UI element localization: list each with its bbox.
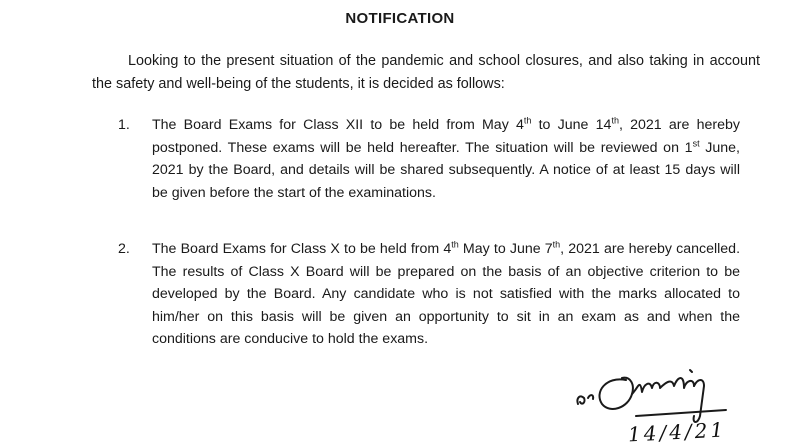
signature-date: 14/4/21 bbox=[627, 417, 727, 447]
item-text-part: June, 2021 by the Board, and details will be shared subsequently. A notice of at least 15 days will be given before the start of the examinations. bbox=[152, 139, 740, 201]
list-item-2 bbox=[118, 238, 740, 351]
item-text bbox=[152, 238, 740, 351]
item-text-part: , 2021 are hereby postponed. These exams will be held hereafter. The situation will be reviewed on 1 bbox=[152, 117, 740, 156]
ordinal-suffix: st bbox=[692, 137, 700, 148]
item-text-part: to June 14 bbox=[531, 117, 612, 133]
item-text-part: The Board Exams for Class X to be held from 4 bbox=[152, 241, 452, 257]
item-text bbox=[152, 114, 740, 204]
ordinal-suffix: th bbox=[451, 239, 459, 250]
list-item-1 bbox=[118, 114, 740, 204]
item-number: 1. bbox=[118, 117, 130, 133]
ordinal-suffix: th bbox=[552, 239, 561, 250]
item-number: 2. bbox=[118, 241, 130, 257]
item-text-part: May to June 7 bbox=[458, 241, 553, 257]
ordinal-suffix: th bbox=[611, 115, 619, 126]
item-text-part: The Board Exams for Class XII to be held from May 4 bbox=[152, 117, 524, 133]
ordinal-suffix: th bbox=[523, 115, 532, 126]
intro-paragraph bbox=[92, 50, 760, 96]
intro-text: Looking to the present situation of the pandemic and school closures, and also taking in account the safety and well-being of the students, it is decided as follows: bbox=[92, 53, 760, 92]
item-text-part: , 2021 are hereby cancelled. The results of Class X Board will be prepared on the basis of an objective criterion to be developed by the Board. Any candidate who is not satisfied with the marks allocated to him/her on this basis will be given an opportunity to sit in an exam as and when the conditions are conducive to hold the exams. bbox=[152, 241, 741, 347]
page-title: NOTIFICATION bbox=[345, 10, 455, 27]
